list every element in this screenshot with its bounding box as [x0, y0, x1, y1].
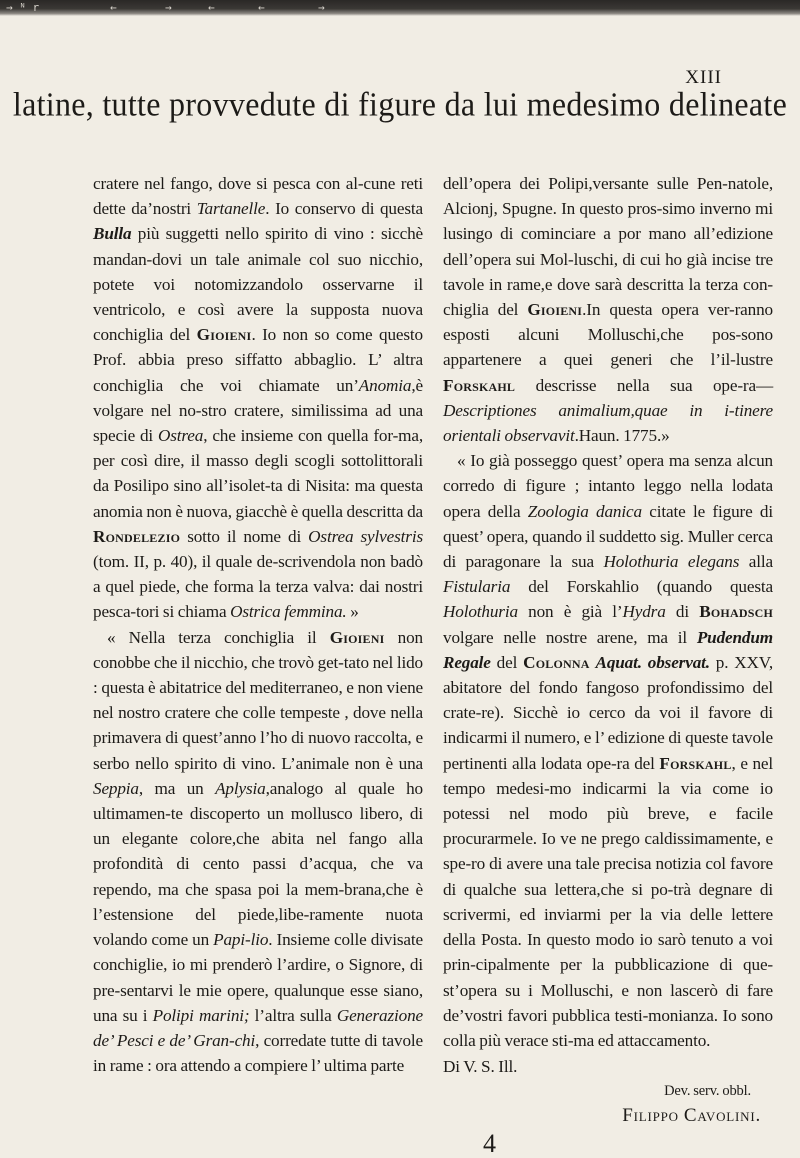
strip-mark: ← [258, 1, 265, 14]
strip-mark: → [318, 1, 325, 14]
signature-block [443, 1103, 773, 1128]
right-column [443, 171, 773, 1157]
strip-mark: → [165, 1, 172, 14]
closing-salutation: Di V. S. Ill. [443, 1057, 518, 1077]
person-name: Gioieni [329, 627, 385, 647]
servant-line: Dev. serv. obbl. [664, 1083, 751, 1100]
paragraph: « Io già posseggo quest’ opera ma senza alcun corredo di figure ; intanto leggo nella lodata opera della Zoologia danica citate le figure di quest’ opera, quando il suddetto sig. Muller cerca di paragonare la sua Holothuria elegans alla Fistularia del Forskahlio (quando questa Holothuria non è già l’Hydra di Bohadsch volgare nelle nostre arene, ma il Pudendum Regale del Colonna Aquat. observat. p. XXV, abitatore del fondo fangoso profondissimo del crate-re). Sicchè io cerco da voi il favore di indicarmi il numero, e l’ edizione di queste tavole pertinenti alla lodata ope-ra del Forskahl, e nel tempo medesi-mo indicarmi la via come io potessi nel modo più breve, e facile procurarmele. Io ve ne prego caldissimamente, e spe-ro di avere una tale precisa notizia col favore di qualche sua lettera,che si po-trà degnare di scrivermi, ed inviarmi per la via delle lettere della Posta. In questo modo io sarò tenuto a voi prin-cipalmente per la pubblicazione di que-st’opera su i Molluschi, e non lascerò di fare de’vostri favori pubblica testi-monianza. Io sono colla più verace sti-ma ed attaccamento. [443, 451, 774, 1050]
person-name: Forskahl [443, 375, 516, 395]
left-column [93, 171, 423, 1078]
person-name: Rondelezio [93, 526, 181, 546]
person-name: Gioieni [527, 300, 583, 320]
person-name: Bohadsch [699, 602, 773, 622]
page-number: XIII [685, 67, 722, 88]
paragraph: dell’opera dei Polipi,versante sulle Pen-natole, Alcionj, Spugne. In questo pros-simo inverno mi lusingo di cominciare a por mano all’edizione dell’opera sui Mol-luschi, di cui ho già incise tre tavole in rame,e dove sarà descritta la terza con-chiglia del Gioieni.In questa opera ver-ranno esposti alcuni Molluschi,che pos-sono appartenere a quei generi che l’il-lustre Forskahl descrisse nella sua ope-ra—Descriptiones animalium,quae in i-tinere orientali observavit.Haun. 1775.» [443, 174, 773, 446]
scan-top-strip [0, 0, 800, 16]
person-name: Forskahl [659, 753, 732, 773]
person-name: Gioieni [196, 325, 252, 345]
person-name: Colonna [523, 652, 590, 672]
strip-mark: ← [110, 1, 117, 14]
strip-mark: ← [208, 1, 215, 14]
strip-mark: → ᴺ r [6, 1, 40, 14]
page-heading: latine, tutte provvedute di figure da lui medesimo delineate [12, 85, 788, 123]
signature: Filippo Cavolini. [622, 1105, 761, 1127]
paragraph: cratere nel fango, dove si pesca con al-cune reti dette da’nostri Tartanelle. Io conservo di questa Bulla più suggetti nello spirito di vino : sicchè mandan-dovi un tale animale col suo nicchio, potete voi notomizzandolo osservarne il ventricolo, e così avere la supposta nuova conchiglia del Gioieni. Io non so come questo Prof. abbia preso siffatto abbaglio. L’ altra conchiglia che voi chiamate un’Anomia,è volgare nel no-stro cratere, similissima ad una specie di Ostrea, che insieme con quella for-ma, per così dire, il masso degli scogli sottolittorali da Posilipo sino all’isolet-ta di Nisita: ma questa anomia non è nuova, giacchè è quella descritta da Rondelezio sotto il nome di Ostrea sylvestris (tom. II, p. 40), il quale de-scrivendola non badò a quel piede, che forma la terza valva: dai nostri pesca-tori si chiama Ostrica femmina. » [93, 174, 423, 622]
signature-mark: 4 [483, 1128, 496, 1158]
paragraph: « Nella terza conchiglia il Gioieni non conobbe che il nicchio, che trovò get-tato nel lido : questa è abitatrice del mediterraneo, e non viene nel nostro cratere che colle tempeste , dove nella primavera di quest’anno l’ho di nuovo raccolta, e serbo nello spirito di vino. L’animale non è una Seppia, ma un Aplysia,analogo al quale ho ultimamen-te discoperto un mollusco libero, di un elegante colore,che abita nel fango alla profondità di cento passi d’acqua, che va rependo, ma che spasa poi la mem-brana,che è l’estensione del piede,libe-ramente nuota volando come un Papi-lio. Insieme colle divisate conchiglie, io mi prenderò l’ardire, o Signore, di pre-sentarvi le mie opere, qualunque esse siano, una su i Polipi marini; l’altra sulla Generazione de’ Pesci e de’ Gran-chi, corredate tutte di tavole in rame : ora attendo a compiere l’ ultima parte [93, 627, 423, 1076]
